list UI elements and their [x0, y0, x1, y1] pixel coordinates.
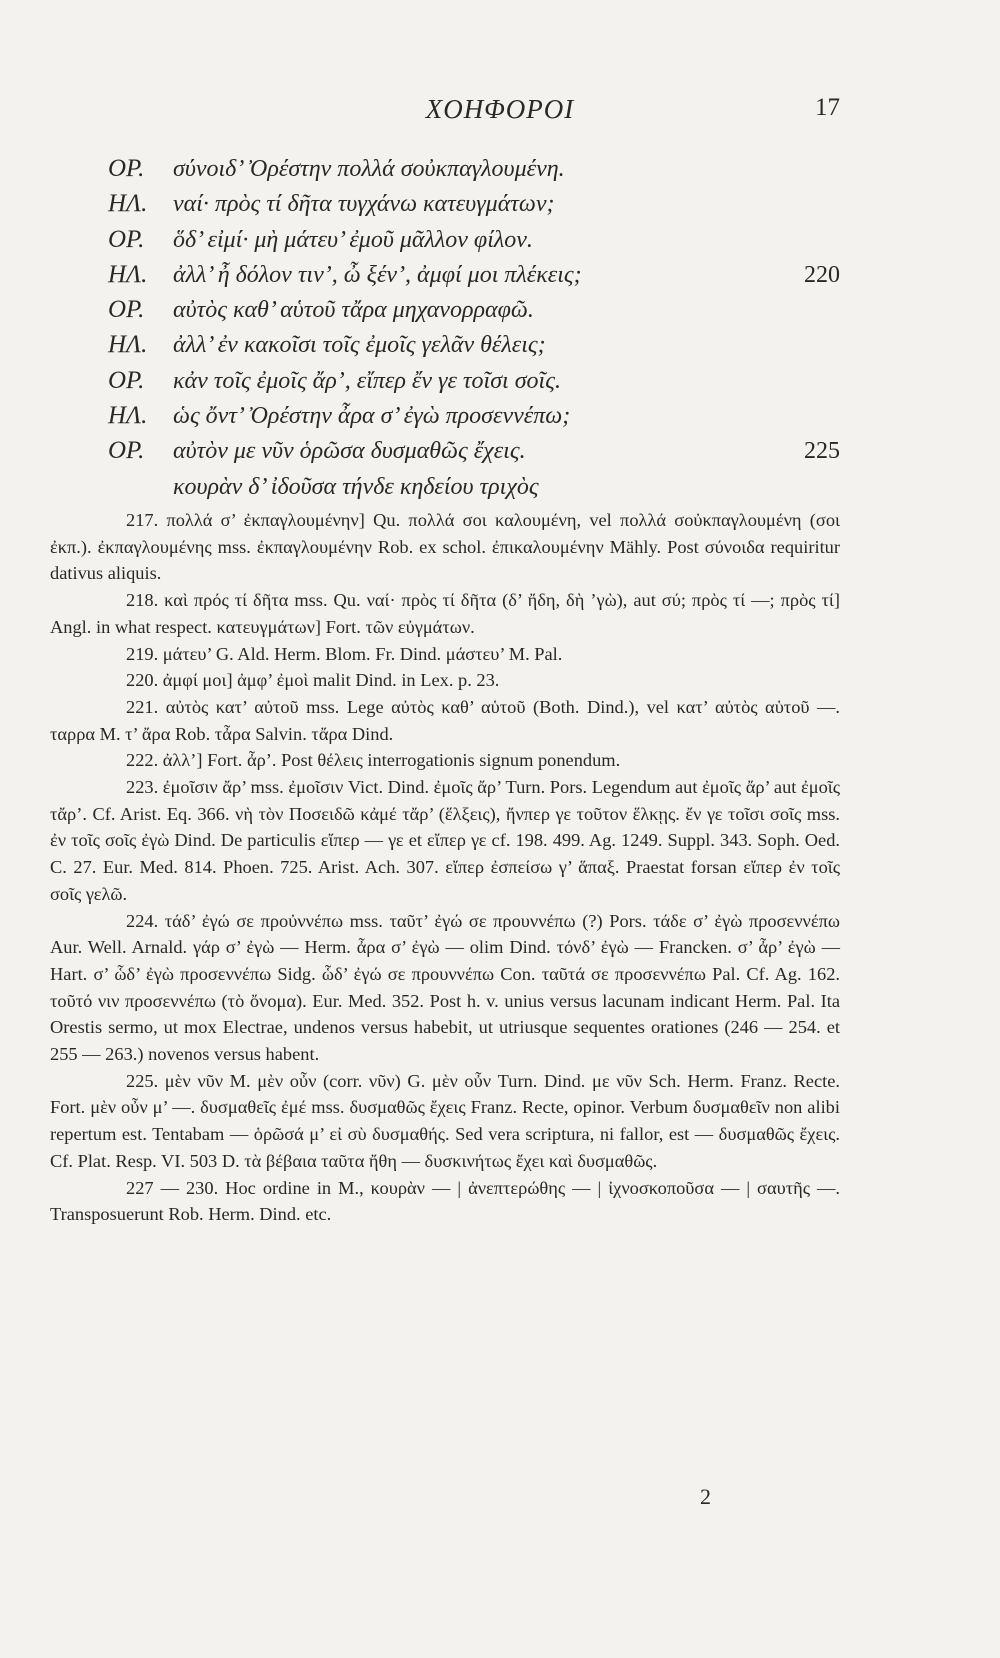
speaker-label: ΟΡ.: [108, 296, 145, 324]
apparatus-note: 217. πολλά σ’ ἐκπαγλουμένην] Qu. πολλά σοι καλουμένη, vel πολλά σοὐκπαγλουμένη (σοι ἐκπ.). ἐκπαγλουμένης mss. ἐκπαγλουμένην Rob. ex schol. ἐπικαλουμένην Mähly. Post σύνοιδα requiritur dativus aliquis.: [50, 510, 840, 584]
verse-line: [0, 261, 1000, 296]
verse-line: [0, 473, 1000, 508]
speaker-label: ΗΛ.: [108, 402, 148, 430]
verse-line: [0, 155, 1000, 190]
apparatus-note: 227 — 230. Hoc ordine in M., κουρὰν — | ἀνεπτερώθης — | ἰχνοσκοποῦσα — | σαυτῆς —. Transposuerunt Rob. Herm. Dind. etc.: [50, 1177, 840, 1225]
verse-text: ἀλλ’ ἦ δόλον τιν’, ὦ ξέν’, ἀμφί μοι πλέκεις;: [173, 261, 582, 288]
verse-line: [0, 402, 1000, 437]
speaker-label: ΗΛ.: [108, 260, 148, 288]
verse-block: [0, 155, 1000, 508]
verse-line: [0, 226, 1000, 261]
verse-line: [0, 296, 1000, 331]
speaker-label: ΟΡ.: [108, 437, 145, 465]
apparatus-note: 224. τάδ’ ἐγώ σε προὐννέπω mss. ταῦτ’ ἐγώ σε προυννέπω (?) Pors. τάδε σ’ ἐγὼ προσεννέπω Aur. Well. Arnald. γάρ σ’ ἐγὼ — Herm. ἆρα σ’ ἐγὼ — olim Dind. τόνδ’ ἐγὼ — Francken. σ’ ἆρ’ ἐγὼ — Hart. σ’ ὧδ’ ἐγὼ προσεννέπω Sidg. ὧδ’ ἐγώ σε προυννέπω Con. ταῦτά σε προσεννέπω Pal. Cf. Ag. 162. τοῦτό νιν προσεννέπω (τὸ ὄνομα). Eur. Med. 352. Post h. v. unius versus lacunam indicant Herm. Pal. Ita Orestis sermo, ut mox Electrae, undenos versus habebit, ut utriusque sequentes orationes (246 — 254. et 255 — 263.) novenos versus habent.: [50, 910, 840, 1065]
signature-mark: 2: [700, 1484, 711, 1509]
verse-text: ἀλλ’ ἐν κακοῖσι τοῖς ἐμοῖς γελᾶν θέλεις;: [173, 332, 546, 359]
page-number: 17: [815, 94, 840, 121]
verse-line: [0, 190, 1000, 225]
verse-line: [0, 331, 1000, 366]
speaker-label: ΟΡ.: [108, 225, 145, 253]
line-number: 220: [804, 261, 840, 288]
speaker-label: ΟΡ.: [108, 366, 145, 394]
speaker-label: ΟΡ.: [108, 155, 145, 182]
verse-text: κουρὰν δ’ ἰδοῦσα τήνδε κηδείου τριχὸς: [173, 473, 539, 500]
apparatus-note: 225. μὲν νῦν M. μὲν οὖν (corr. νῦν) G. μὲν οὖν Turn. Dind. με νῦν Sch. Herm. Franz. Recte. Fort. μὲν οὖν μ’ —. δυσμαθεῖς ἐμέ mss. δυσμαθῶς ἔχεις Franz. Recte, opinor. Verbum δυσμαθεῖν non alibi repertum est. Tentabam — ὁρῶσά μ’ εἰ σὺ δυσμαθής. Sed vera scriptura, ni fallor, est — δυσμαθῶς ἔχεις. Cf. Plat. Resp. VI. 503 D. τὰ βέβαια ταῦτα ἤθη — δυσκινήτως ἔχει καὶ δυσμαθῶς.: [50, 1070, 840, 1171]
verse-text: ὡς ὄντ’ Ὀρέστην ἆρα σ’ ἐγὼ προσεννέπω;: [173, 403, 571, 430]
apparatus-note: 220. ἀμφί μοι] ἀμφ’ ἐμοὶ malit Dind. in Lex. p. 23.: [126, 670, 500, 691]
page-header: [0, 94, 1000, 130]
verse-text: ναί· πρὸς τί δῆτα τυγχάνω κατευγμάτων;: [173, 191, 555, 218]
verse-text: κἀν τοῖς ἐμοῖς ἄρ’, εἴπερ ἔν γε τοῖσι σοῖς.: [173, 367, 561, 394]
critical-apparatus: [50, 507, 840, 1228]
apparatus-note: 219. μάτευ’ G. Ald. Herm. Blom. Fr. Dind. μάστευ’ M. Pal.: [126, 643, 563, 664]
apparatus-note: 223. ἐμοῖσιν ἄρ’ mss. ἐμοῖσιν Vict. Dind. ἐμοῖς ἄρ’ Turn. Pors. Legendum aut ἐμοῖς ἄρ’ aut ἐμοῖς τἄρ’. Cf. Arist. Eq. 366. νὴ τὸν Ποσειδῶ κἀμέ τἄρ’ (ἕλξεις), ἤνπερ γε τοῦτον ἕλκῃς. ἔν γε τοῖσι σοῖς mss. ἐν τοῖς σοῖς ἐγὼ Dind. De particulis εἴπερ — γε et εἴπερ γε cf. 198. 499. Ag. 1249. Suppl. 343. Soph. Oed. C. 27. Eur. Med. 814. Phoen. 725. Arist. Ach. 307. εἴπερ ἐσπείσω γ’ ἅπαξ. Praestat forsan εἴπερ ἐν τοῖς σοῖς γελῶ.: [50, 777, 840, 904]
verse-text: αὐτὸς καθ’ αὑτοῦ τἄρα μηχανορραφῶ.: [173, 297, 534, 324]
speaker-label: ΗΛ.: [108, 190, 148, 218]
speaker-label: ΗΛ.: [108, 331, 148, 359]
running-title: ΧΟΗΦΟΡΟΙ: [425, 94, 575, 124]
line-number: 225: [804, 438, 840, 465]
apparatus-note: 222. ἀλλ’] Fort. ἆρ’. Post θέλεις interrogationis signum ponendum.: [126, 750, 621, 771]
apparatus-note: 221. αὐτὸς κατ’ αὐτοῦ mss. Lege αὐτὸς καθ’ αὑτοῦ (Both. Dind.), vel κατ’ αὐτὸς αὑτοῦ —. ταρρα M. τ’ ἄρα Rob. τἆρα Salvin. τἄρα Dind.: [50, 696, 840, 744]
verse-text: αὐτὸν με νῦν ὁρῶσα δυσμαθῶς ἔχεις.: [173, 438, 526, 465]
verse-text: σύνοιδ’ Ὀρέστην πολλά σοὐκπαγλουμένη.: [173, 156, 565, 182]
verse-line: [0, 437, 1000, 472]
apparatus-note: 218. καὶ πρός τί δῆτα mss. Qu. ναί· πρὸς τί δῆτα (δ’ ἤδη, δὴ ’γὼ), aut σύ; πρὸς τί —; πρὸς τί] Angl. in what respect. κατευγμάτων] Fort. τῶν εὐγμάτων.: [50, 590, 840, 637]
verse-text: ὅδ’ εἰμί· μὴ μάτευ’ ἐμοῦ μᾶλλον φίλον.: [173, 226, 533, 253]
verse-line: [0, 367, 1000, 402]
